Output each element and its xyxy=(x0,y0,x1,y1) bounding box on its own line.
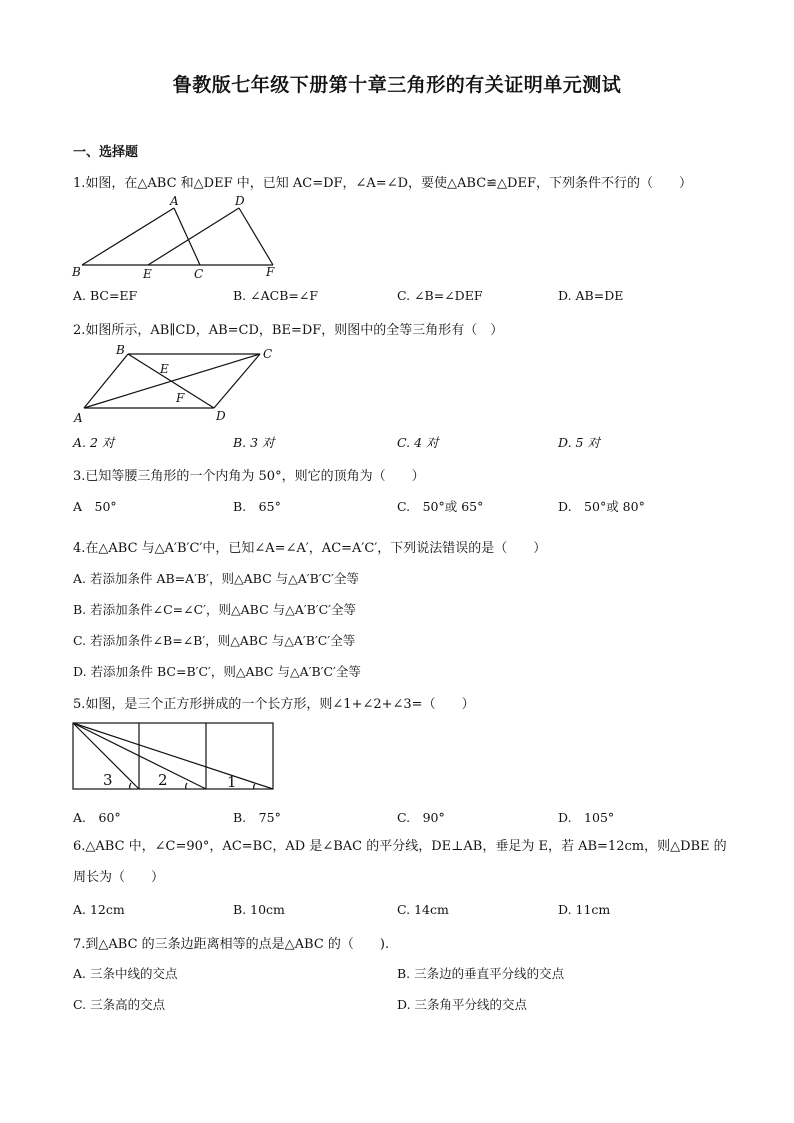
q2-option-c: C. 4 对 xyxy=(397,435,439,450)
q2-option-a: A. 2 对 xyxy=(73,435,115,450)
q5-angle-3-label: 3 xyxy=(103,771,113,789)
q6-option-a: A. 12cm xyxy=(73,902,125,917)
q3-option-b: B. 65° xyxy=(233,499,281,514)
q4-option-d: D. 若添加条件 BC=B′C′，则△ABC 与△A′B′C′全等 xyxy=(73,664,361,679)
q6-option-d: D. 11cm xyxy=(558,902,611,917)
q1-option-b: B. ∠ACB=∠F xyxy=(233,288,319,303)
q1-label-a: A xyxy=(170,194,179,208)
section-heading: 一、选择题 xyxy=(73,145,139,160)
question-6-stem: 6.△ABC 中，∠C=90°，AC=BC，AD 是∠BAC 的平分线，DE⊥AB，垂足为 E，若 AB=12cm，则△DBE 的周长为（ ） xyxy=(73,839,727,885)
question-5-stem: 5.如图，是三个正方形拼成的一个长方形，则∠1+∠2+∠3=（ ） xyxy=(73,697,475,712)
question-4-stem: 4.在△ABC 与△A′B′C′中，已知∠A=∠A′，AC=A′C′，下列说法错误的是（ ） xyxy=(73,541,547,556)
q1-option-d: D. AB=DE xyxy=(558,288,624,303)
q7-option-b: B. 三条边的垂直平分线的交点 xyxy=(397,966,565,981)
q1-label-f: F xyxy=(266,265,275,279)
q5-option-a: A. 60° xyxy=(73,810,121,825)
q5-option-b: B. 75° xyxy=(233,810,281,825)
q4-option-c: C. 若添加条件∠B=∠B′，则△ABC 与△A′B′C′全等 xyxy=(73,633,356,648)
q2-label-e: E xyxy=(160,362,169,376)
q3-option-a: A 50° xyxy=(73,499,117,514)
q5-option-c: C. 90° xyxy=(397,810,445,825)
q4-option-b: B. 若添加条件∠C=∠C′，则△ABC 与△A′B′C′全等 xyxy=(73,602,357,617)
q3-option-c: C. 50°或 65° xyxy=(397,499,484,514)
q2-label-d: D xyxy=(216,409,226,423)
q1-label-c: C xyxy=(194,267,204,280)
q5-angle-2-label: 2 xyxy=(158,771,168,789)
question-1-figure xyxy=(68,192,288,280)
q7-option-d: D. 三条角平分线的交点 xyxy=(397,997,528,1012)
page-title: 鲁教版七年级下册第十章三角形的有关证明单元测试 xyxy=(172,74,622,96)
q2-label-f: F xyxy=(176,391,185,405)
q1-label-b: B xyxy=(72,265,81,279)
q6-option-c: C. 14cm xyxy=(397,902,449,917)
q7-option-c: C. 三条高的交点 xyxy=(73,997,166,1012)
q7-option-a: A. 三条中线的交点 xyxy=(73,966,178,981)
q1-label-e: E xyxy=(143,267,152,280)
question-2-stem: 2.如图所示，AB∥CD，AB=CD，BE=DF，则图中的全等三角形有（ ） xyxy=(73,323,504,338)
q2-label-b: B xyxy=(116,343,125,357)
question-5-figure xyxy=(71,721,277,793)
question-1-stem: 1.如图，在△ABC 和△DEF 中，已知 AC=DF，∠A=∠D，要使△ABC≌△DEF，下列条件不行的（ ） xyxy=(73,176,692,191)
question-3-stem: 3.已知等腰三角形的一个内角为 50°，则它的顶角为（ ） xyxy=(73,469,425,484)
q2-label-c: C xyxy=(263,347,273,361)
q2-label-a: A xyxy=(74,411,83,424)
q1-label-d: D xyxy=(235,194,245,208)
q1-option-c: C. ∠B=∠DEF xyxy=(397,288,483,303)
q5-option-d: D. 105° xyxy=(558,810,615,825)
q4-option-a: A. 若添加条件 AB=A′B′，则△ABC 与△A′B′C′全等 xyxy=(73,571,360,586)
q2-option-d: D. 5 对 xyxy=(558,435,600,450)
q1-option-a: A. BC=EF xyxy=(73,288,138,303)
q5-angle-1-label: 1 xyxy=(227,773,237,791)
q6-option-b: B. 10cm xyxy=(233,902,285,917)
q3-option-d: D. 50°或 80° xyxy=(558,499,645,514)
q2-option-b: B. 3 对 xyxy=(233,435,275,450)
question-7-stem: 7.到△ABC 的三条边距离相等的点是△ABC 的（ ). xyxy=(73,937,390,952)
question-2-figure xyxy=(70,342,290,424)
